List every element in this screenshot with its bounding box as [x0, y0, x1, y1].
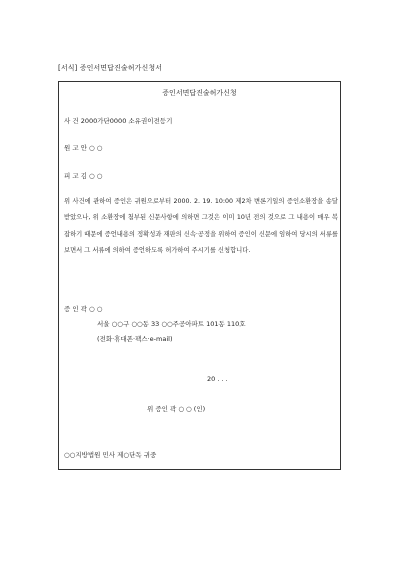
document-title: 증인서면답진술허가신청	[162, 89, 237, 97]
date-line: 20 . . .	[207, 375, 228, 383]
recipient-line: ○○지방법원 민사 제○단독 귀중	[64, 451, 157, 459]
form-caption: [서식] 증인서면답진술허가신청서	[58, 64, 163, 72]
application-form	[58, 81, 341, 470]
case-line: 사 건 2000가단0000 소유권이전등기	[64, 117, 173, 125]
witness-line: 증 인 곽 ○ ○	[64, 305, 103, 313]
witness-contact: (전화·휴대폰·팩스·e-mail)	[97, 335, 173, 343]
witness-address: 서울 ○○구 ○○동 33 ○○주공아파트 101동 110호	[97, 320, 246, 328]
defendant-line: 피 고 김 ○ ○	[64, 172, 103, 180]
plaintiff-line: 원 고 안 ○ ○	[64, 144, 103, 152]
application-body: 위 사건에 관하여 증인은 귀원으로부터 2000. 2. 19. 10:00 제2차 변론기일의 증인소환장을 송달받았으나, 위 소환장에 첨부된 신문사항에 의하면 그것은 이미 10년 전의 것으로 그 내용이 매우 복잡하기 때문에 증언내용의 정확성과 재판의 신속·공정을 위하여 증인이 신문에 임하여 당시의 서류를 보면서 그 서류에 의하여 증언하도록 허가하여 주시기를 신청합니다.	[64, 198, 338, 254]
signer-line: 위 증인 곽 ○ ○ (인)	[147, 405, 206, 413]
